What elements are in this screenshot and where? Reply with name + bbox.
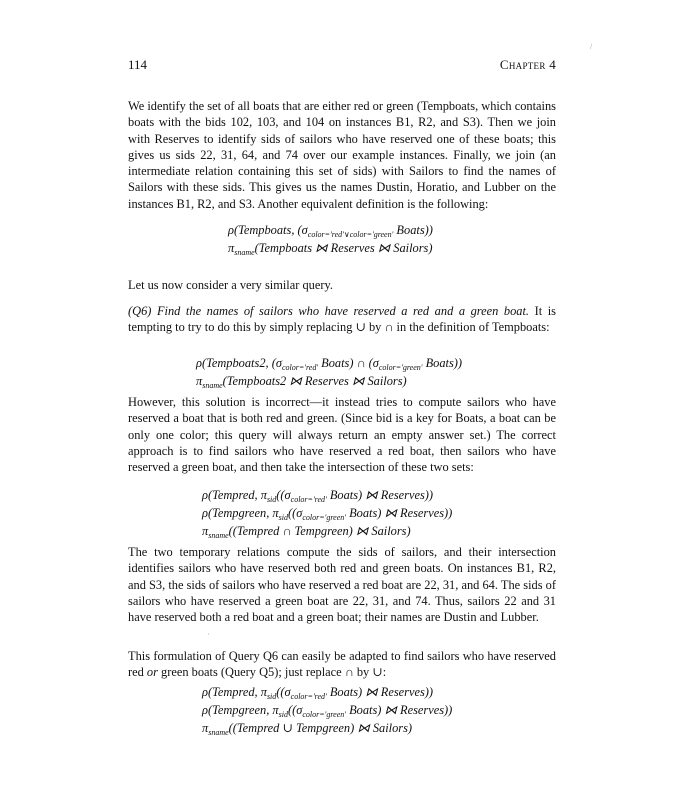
equation-2-line-1: ρ(Tempboats2, ($\sigma_{color='red'}$ Boats) ∩ ($\sigma_{color='green'}$ Boats)) [196,356,463,372]
paragraph-explanation: The two temporary relations compute the sids of sailors, and their intersection identifies sailors who have reserved both red and green boats. On instances B1, R2, and S3, the sids of sailors who have reserved a red boat are 22, 31, and 64. The sids of sailors who have reserved a green boat are 22, 31, and 74. Thus, sailors 22 and 31 have reserved both a red boat and a green boat; their names are Dustin and Lubber. [128,545,556,625]
query-q6: (Q6) Find the names of sailors who have reserved a red and a green boat. [128,304,530,318]
equation-1-line-2: $\pi_{sname}(Tempboats$ ⋈ Reserves ⋈ Sailors) [228,241,433,257]
equation-3-line-1: ρ(Tempred, $\pi_{sid}((\sigma_{color='red'}$ Boats) ⋈ Reserves)) [202,488,434,504]
equation-3-line-3: $\pi_{sname}((Tempred$ ∩ Tempgreen) ⋈ Sailors) [202,524,411,540]
scan-speck: · [207,630,210,639]
equation-3-line-2: ρ(Tempgreen, $\pi_{sid}((\sigma_{color='green'}$ Boats) ⋈ Reserves)) [202,506,453,522]
paragraph-q6: (Q6) Find the names of sailors who have reserved a red and a green boat. It is tempting to try to do this by simply replacing ∪ by ∩ in the definition of Tempboats: [128,304,557,335]
scan-speck: / [590,42,593,51]
equation-4-line-3: $\pi_{sname}((Tempred$ ∪ Tempgreen) ⋈ Sailors) [202,721,413,737]
paragraph-intro: We identify the set of all boats that are either red or green (Tempboats, which contains boats with the bids 102, 103, and 104 on instances B1, R2, and S3). Then we join with Reserves to identify sids of sailors who have reserved one of these boats; this gives us sids 22, 31, 64, and 74 over our example instances. Finally, we join (an intermediate relation containing this set of sids) with Sailors to find the names of Sailors with these sids. This gives us the names Dustin, Horatio, and Lubber on the instances B1, R2, and S3. Another equivalent definition is the following: [128,99,556,211]
paragraph-transition: Let us now consider a very similar query. [128,278,333,292]
chapter-title: Chapter 4 [499,57,556,72]
running-header [128,57,556,77]
paragraph-incorrect: However, this solution is incorrect—it instead tries to compute sailors who have reserved a boat that is both red and green. (Since bid is a key for Boats, a boat can be only one color; this query will always return an empty answer set.) The correct approach is to find sailors who have reserved a red boat, then sailors who have reserved a green boat, and then take the intersection of these two sets: [128,395,556,475]
equation-4-line-2: ρ(Tempgreen, $\pi_{sid}((\sigma_{color='green'}$ Boats) ⋈ Reserves)) [202,703,453,719]
equation-4-line-1: ρ(Tempred, $\pi_{sid}((\sigma_{color='red'}$ Boats) ⋈ Reserves)) [202,685,434,701]
equation-2-line-2: $\pi_{sname}(Tempboats2$ ⋈ Reserves ⋈ Sailors) [196,374,407,390]
paragraph-union: This formulation of Query Q6 can easily be adapted to find sailors who have reserved red or green boats (Query Q5); just replace ∩ by ∪: [128,649,556,680]
equation-1-line-1: ρ(Tempboats, ($\sigma_{color='red'\vee color='green'}$ Boats)) [228,223,433,239]
page-number: 114 [128,57,148,72]
